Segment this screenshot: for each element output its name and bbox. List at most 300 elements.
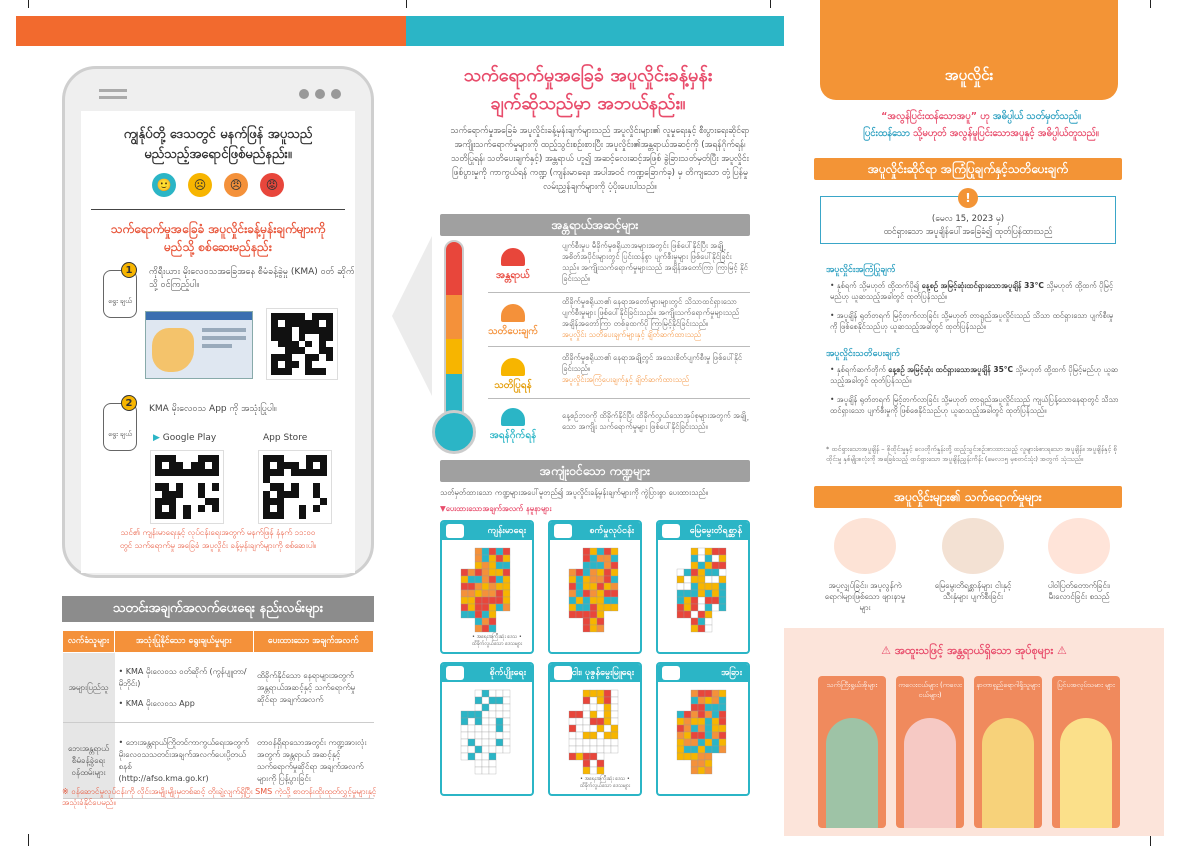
map-region (705, 597, 712, 604)
map-region (569, 597, 576, 604)
map-region (482, 732, 489, 739)
subscribe-heading: သတင်းအချက်အလက်ပေးရေး နည်းလမ်းများ (62, 596, 374, 622)
map-region (503, 697, 510, 704)
map-region (698, 625, 705, 632)
map-region (597, 725, 604, 732)
map-region (461, 746, 468, 753)
map-legend: • အရေးအကြီးဆုံး ဒေသ • ထိခိုက်လွယ်သော ဒေသများ (472, 634, 523, 647)
heatwave-definition: “အလွန်ပြင်းထန်သောအပူ” ဟု အဓိပ္ပါယ် သတ်မှတ်သည်။ ပြင်းထန်သော သို့မဟုတ် အလွန်မူပြင်းသောအပူနှင့် အဓိပ္ပါယ်တူသည်။ (863, 111, 1099, 139)
map-region (684, 725, 691, 732)
map-region (698, 718, 705, 725)
map-region (503, 718, 510, 725)
map-region (482, 704, 489, 711)
map-region (712, 548, 719, 555)
map-region (698, 548, 705, 555)
map-region (489, 569, 496, 576)
level-caution: သတိပြုရန် (478, 358, 548, 393)
map-region (698, 611, 705, 618)
map-region (677, 604, 684, 611)
impact-livestock: မြေမွေးတိရစ္ဆာန်များ ငါးနှင့် သီးနှံများ ပျက်စီးခြင်း (928, 518, 1018, 602)
sector-icon (446, 666, 464, 680)
map-region (475, 569, 482, 576)
map-region (475, 597, 482, 604)
map-region (590, 590, 597, 597)
subscribe-table (62, 630, 374, 799)
level-danger-text: ပျက်စီးမှုပ မီခိုက်မှုစရိုယာအများအတွင်း ဖြစ်ပေါ်နိုင်ပြီး အချို့ အစိတ်အပိုင်းများတွင် ပြင်းထန်စွာ ပျက်စီးမှုများ ဖြစ်ပေါ်နိုင်ခြင်း သည်။ အကျိုးသက်ရောက်မှုများသည် အချိန်အတော်ကြာ ကြာမြင့် နိုင်ခြင်းသည်။ (562, 241, 748, 283)
map-region (503, 562, 510, 569)
sector-map-card (440, 520, 534, 654)
map-region (677, 739, 684, 746)
map-region (684, 611, 691, 618)
map-region (590, 625, 597, 632)
map-region (461, 604, 468, 611)
qr-code-google-play[interactable] (151, 451, 223, 523)
map-region (691, 704, 698, 711)
emotion-faces (81, 173, 355, 197)
alert-heading: အပူလှိုင်းဆိုင်ရာ အကြံပြုချက်နှင့်သတိပေးချက် (814, 158, 1122, 180)
map-region (698, 746, 705, 753)
table-header: ပေးထားသော အချက်အလက် (253, 631, 373, 653)
map-region (482, 711, 489, 718)
row-options: • ဘေးအန္တရာယ်ကြိုတင်ကာကွယ်ရေးအတွက် မိုးလေဝသသတင်းအချက်အလက်ပေးပို့တယ်စနစ် (http://afso.kma.go.kr) (115, 723, 254, 799)
elderly-person-icon (826, 718, 878, 828)
map-region (705, 739, 712, 746)
map-region (475, 555, 482, 562)
map-region (597, 590, 604, 597)
map-region (583, 732, 590, 739)
map-region (590, 576, 597, 583)
map-region (712, 697, 719, 704)
map-region (468, 597, 475, 604)
map-region (604, 739, 611, 746)
map-region (583, 767, 590, 774)
map-region (691, 767, 698, 774)
map-region (719, 576, 726, 583)
map-region (604, 746, 611, 753)
map-region (496, 604, 503, 611)
map-region (719, 739, 726, 746)
map-region (604, 583, 611, 590)
map-region (719, 555, 726, 562)
map-region (691, 732, 698, 739)
map-region (611, 718, 618, 725)
smile-face-icon: 🙂 (152, 173, 176, 197)
korea-map (556, 688, 636, 788)
phone-dots (299, 89, 341, 99)
map-region (691, 625, 698, 632)
map-region (597, 604, 604, 611)
map-region (705, 604, 712, 611)
vulnerable-elderly: သက်ကြီးရွယ်အိုများ (818, 676, 886, 828)
map-region (496, 704, 503, 711)
map-region (698, 725, 705, 732)
map-region (468, 576, 475, 583)
map-region (705, 767, 712, 774)
divider (488, 398, 750, 399)
map-region (583, 611, 590, 618)
row-info: တာဝန်ရှိရာသောအတွင်း ကဏ္ဍအားလုံးအတွက် အန္တရာယ် အဆင့်နှင့် သက်ရောက်မှုဆိုင်ရာ အချက်အလက်များကို ပြန့်ပွားခြင်း (253, 723, 373, 799)
map-region (475, 697, 482, 704)
map-region (461, 597, 468, 604)
map-region (461, 732, 468, 739)
map-region (503, 590, 510, 597)
map-region (719, 590, 726, 597)
sector-icon (446, 524, 464, 538)
map-region (475, 562, 482, 569)
map-region (496, 718, 503, 725)
map-region (597, 625, 604, 632)
step-text: KMA မိုးလေဝသ App ကို အသုံးပြုပါ။ (149, 404, 277, 414)
child-with-teddy-icon (904, 718, 956, 828)
map-region (489, 597, 496, 604)
map-region (691, 760, 698, 767)
map-region (604, 562, 611, 569)
map-region (496, 562, 503, 569)
map-region (698, 576, 705, 583)
map-region (684, 604, 691, 611)
map-region (698, 704, 705, 711)
map-region (468, 711, 475, 718)
map-region (475, 704, 482, 711)
map-region (597, 690, 604, 697)
map-region (475, 718, 482, 725)
map-region (503, 569, 510, 576)
map-region (468, 746, 475, 753)
map-region (576, 583, 583, 590)
map-region (569, 753, 576, 760)
map-region (677, 725, 684, 732)
map-region (604, 569, 611, 576)
map-region (677, 590, 684, 597)
map-region (677, 746, 684, 753)
map-region (583, 590, 590, 597)
map-region (583, 583, 590, 590)
map-region (475, 725, 482, 732)
impact-fire: ပါဝါပြတ်တောက်ခြင်း၊ မီးလောင်ခြင်း စသည် (1034, 518, 1124, 602)
map-region (569, 576, 576, 583)
map-region (691, 583, 698, 590)
map-region (705, 746, 712, 753)
map-region (719, 690, 726, 697)
map-region (583, 562, 590, 569)
phone-speaker (99, 89, 127, 103)
map-region (597, 718, 604, 725)
map-region (590, 767, 597, 774)
map-region (475, 767, 482, 774)
map-region (590, 597, 597, 604)
map-region (482, 590, 489, 597)
map-region (705, 611, 712, 618)
map-region (569, 711, 576, 718)
crop-mark (770, 0, 771, 8)
siren-icon (501, 304, 525, 322)
map-region (576, 604, 583, 611)
map-region (719, 604, 726, 611)
sick-person-icon (982, 718, 1034, 828)
map-region (583, 604, 590, 611)
map-region (712, 583, 719, 590)
map-region (719, 583, 726, 590)
map-region (503, 555, 510, 562)
map-region (503, 704, 510, 711)
row-label: အများပြည်သူ (63, 653, 115, 723)
map-region (583, 697, 590, 704)
map-region (705, 548, 712, 555)
map-region (597, 569, 604, 576)
map-region (482, 718, 489, 725)
map-region (691, 618, 698, 625)
sector-name: ကျန်းမာရေး (442, 522, 532, 540)
map-region (496, 583, 503, 590)
sector-icon (554, 666, 572, 680)
map-region (705, 704, 712, 711)
map-region (576, 746, 583, 753)
intro-paragraph: သက်ရောက်မှုအခြေခံ အပူလှိုင်းခန့်မှန်းချက်များသည် အပူလှိုင်းများ၏ လူမှုရေးနှင့် စီးပွားရေးဆိုင်ရာ အကျိုးသက်ရောက်မှုများကို ထည့်သွင်းစဉ်းစားပြီး အပူလှိုင်း၏အန္တရာယ်အဆင့်ကို (အရန်ဂိုက်ရန်၊ သတိပြုရန်၊ သတိပေးချက်နှင့်) အန္တရာယ် ဟူ၍ အဆင့်လေးဆင့်အဖြစ် ခွဲခြားသတ်မှတ်ပြီး အပူလှိုင်းဖြစ်ပွားမှုကို ကာကွယ်ရန် ကဏ္ဍ (ကျန်းမာရေး၊ အပါအဝင် ကဏ္ဍခြောက်ခု) မှ တိကျသော တုံ့ပြန်မှုလမ်းညွှန်ချက်များကို ပံ့ပိုးပေးပါသည်။ (450, 126, 750, 192)
map-region (482, 611, 489, 618)
map-region (719, 704, 726, 711)
map-region (489, 746, 496, 753)
map-region (684, 718, 691, 725)
map-region (705, 732, 712, 739)
map-region (705, 590, 712, 597)
map-region (468, 725, 475, 732)
map-region (698, 739, 705, 746)
map-region (489, 604, 496, 611)
advisory-title: အပူလှိုင်းအကြံပြုချက် (826, 265, 896, 275)
map-region (698, 618, 705, 625)
siren-icon (501, 248, 525, 266)
map-region (712, 732, 719, 739)
map-region (475, 739, 482, 746)
top-color-bar-orange (16, 16, 406, 46)
map-region (691, 690, 698, 697)
map-region (569, 590, 576, 597)
map-region (611, 583, 618, 590)
qr-code-website[interactable] (267, 309, 337, 379)
map-region (604, 548, 611, 555)
map-region (583, 555, 590, 562)
map-region (583, 711, 590, 718)
map-region (691, 753, 698, 760)
map-region (691, 611, 698, 618)
map-region (705, 555, 712, 562)
map-region (576, 597, 583, 604)
map-region (496, 548, 503, 555)
map-region (691, 697, 698, 704)
map-region (597, 760, 604, 767)
map-region (684, 711, 691, 718)
sector-icon (662, 524, 680, 538)
gray-pointer (392, 236, 432, 396)
map-region (482, 760, 489, 767)
map-region (590, 711, 597, 718)
map-region (677, 583, 684, 590)
map-region (475, 732, 482, 739)
table-header: အသုံးပြုနိုင်သော ရွေးချယ်မှုများ (115, 631, 254, 653)
map-region (503, 739, 510, 746)
top-color-bar-teal (406, 16, 784, 46)
map-region (611, 548, 618, 555)
map-region (691, 590, 698, 597)
vulnerable-outdoor-workers: ပြင်ပအလုပ်သမား များ (1052, 676, 1120, 828)
map-region (698, 569, 705, 576)
map-region (691, 555, 698, 562)
map-region (691, 746, 698, 753)
map-region (590, 569, 597, 576)
map-region (604, 590, 611, 597)
map-region (489, 562, 496, 569)
map-region (503, 583, 510, 590)
map-region (489, 548, 496, 555)
map-region (496, 590, 503, 597)
map-region (604, 597, 611, 604)
map-region (611, 746, 618, 753)
map-region (590, 739, 597, 746)
worker-helmet-icon (1060, 718, 1112, 828)
map-region (684, 746, 691, 753)
map-region (705, 760, 712, 767)
map-region (712, 562, 719, 569)
map-region (590, 760, 597, 767)
crop-mark (28, 0, 29, 8)
map-region (583, 746, 590, 753)
map-region (583, 760, 590, 767)
qr-code-app-store[interactable] (259, 451, 331, 523)
sector-name: စိုက်ပျိုးရေး (442, 664, 532, 682)
map-region (503, 690, 510, 697)
map-region (576, 569, 583, 576)
foot-note: ※ ဝန်ဆောင်မှုလုပ်ငန်းကို လိုင်းအမျိုးမျိုးမှတစ်ဆင့် တိုးချဲ့လျက်ရှိပြီး SMS ကဲ့သို့ စာတန်းထိုးထုတ်လွှင့်မှုများနှင့် အသုံးခံနိုင်ပေမည်။ (62, 787, 377, 807)
map-region (597, 739, 604, 746)
map-region (691, 562, 698, 569)
sector-map-card (440, 662, 534, 796)
map-region (468, 611, 475, 618)
map-region (677, 569, 684, 576)
map-region (590, 555, 597, 562)
map-region (496, 597, 503, 604)
map-region (604, 704, 611, 711)
map-region (691, 739, 698, 746)
map-region (698, 711, 705, 718)
map-region (496, 739, 503, 746)
map-region (489, 697, 496, 704)
map-region (597, 618, 604, 625)
level-caution-text: ထိခိုက်မှုစရိုယာ၏ နေရာအချို့တွင် အသေးစိတ်ပျက်စီးမှု ဖြစ်ပေါ်နိုင် ခြင်းသည်။ အပူလှိုင်းအကြံပေးချက်နှင့် ချိတ်ဆက်ထားသည် (562, 353, 743, 384)
map-region (705, 583, 712, 590)
map-region (712, 604, 719, 611)
map-region (597, 711, 604, 718)
map-region (482, 746, 489, 753)
warning-title: အပူလှိုင်းသတိပေးချက် (826, 349, 901, 359)
sectors-heading: အကျုံးဝင်သော ကဏ္ဍများ (440, 460, 750, 482)
map-region (705, 576, 712, 583)
map-region (489, 555, 496, 562)
map-region (475, 711, 482, 718)
map-region (684, 569, 691, 576)
sector-name: မြေမွေးတိရစ္ဆာန် (658, 522, 748, 540)
map-region (719, 732, 726, 739)
thermometer-icon (432, 240, 476, 456)
map-region (597, 583, 604, 590)
page-title: သက်ရောက်မှုအခြေခံ အပူလှိုင်းခန့်မှန်း ချက်ဆိုသည်မှာ အဘယ်နည်း။ (463, 65, 713, 114)
app-store-badge[interactable]: App Store (263, 433, 308, 443)
map-region (597, 746, 604, 753)
map-region (712, 690, 719, 697)
map-region (503, 597, 510, 604)
advisory-bullet: • နှစ်ရက် သို့မဟုတ် ထို့ထက်ပို၍ နေ့စဉ် အမြင့်ဆုံးထင်ရှားသောအပူချိန် 33°C သို့မဟုတ် ထို့ထက် ပိုမြင့်မည်ဟု ယူဆသည့်အခါတွင် ထုတ်ပြန်သည်။ (830, 281, 1114, 301)
map-region (698, 590, 705, 597)
sector-icon (662, 666, 680, 680)
map-region (611, 690, 618, 697)
map-region (489, 732, 496, 739)
map-region (569, 725, 576, 732)
map-region (576, 739, 583, 746)
map-region (482, 576, 489, 583)
map-region (705, 690, 712, 697)
map-region (684, 732, 691, 739)
map-region (712, 597, 719, 604)
level-warning-text: ထိခိုက်မှုစရိုယာ၏ နေရာအတော်များများတွင် သိသာထင်ရှားသော ပျက်စီးမှုများ ဖြစ်ပေါ်နိုင်ခြင်းသည်။ အကျိုးသက်ရောက်မှုများသည် အချိန်အတော်ကြာ တစ်ခုထက်ပို ကြာမြင့်နိုင်ခြင်းသည်။ အပူလှိုင်း သတိပေးချက်များနှင့် ချိတ်ဆက်ထားသည် (562, 297, 740, 339)
table-header: လက်ခံသူများ (63, 631, 115, 653)
map-region (475, 590, 482, 597)
map-region (590, 753, 597, 760)
map-region (583, 739, 590, 746)
impact-illness: အပူလျှပ်ခြင်း၊ အပူလွန်ကဲ ရောဂါများဖြစ်သော ဖျားနာမှုများ (820, 518, 910, 613)
map-region (576, 718, 583, 725)
map-region (482, 767, 489, 774)
korea-map (448, 546, 528, 646)
map-region (684, 753, 691, 760)
step-number: 1 (121, 262, 137, 278)
map-region (691, 718, 698, 725)
map-region (604, 697, 611, 704)
map-region (604, 711, 611, 718)
map-region (604, 718, 611, 725)
map-region (590, 746, 597, 753)
map-region (719, 725, 726, 732)
map-region (684, 590, 691, 597)
map-region (576, 590, 583, 597)
angry-face-icon: 😠 (224, 173, 248, 197)
dead-fish-icon (942, 518, 1004, 574)
map-region (698, 732, 705, 739)
map-region (705, 625, 712, 632)
map-legend: • အရေးအကြီးဆုံး ဒေသ • ထိခိုက်လွယ်သော ဒေသများ (580, 776, 631, 789)
map-region (719, 746, 726, 753)
map-region (583, 625, 590, 632)
table-row (63, 653, 374, 723)
risk-levels-heading: အန္တရာယ်အဆင့်များ (440, 214, 750, 236)
map-region (712, 576, 719, 583)
warning-bullet: • နှစ်ရက်ဆက်တိုက် နေ့စဉ် အမြင့်ဆုံး ထင်ရှားသောအပူချိန် 35°C သို့မဟုတ် ထို့ထက် ပိုမြင့်မည်ဟု ယူဆသည့်အခါတွင် ထုတ်ပြန်သည်။ (830, 365, 1118, 385)
map-region (590, 704, 597, 711)
map-region (489, 725, 496, 732)
map-region (482, 725, 489, 732)
map-region (583, 725, 590, 732)
heatwave-header: အပူလှိုင်း (820, 0, 1118, 100)
map-region (489, 590, 496, 597)
map-region (597, 597, 604, 604)
map-region (583, 548, 590, 555)
map-region (503, 604, 510, 611)
sector-name: အခြား (658, 664, 748, 682)
map-region (461, 725, 468, 732)
sector-map-card (548, 520, 642, 654)
level-warning: သတိပေးချက် (478, 304, 548, 339)
map-region (677, 576, 684, 583)
map-region (461, 590, 468, 597)
google-play-badge[interactable]: ▶ Google Play (153, 433, 217, 443)
